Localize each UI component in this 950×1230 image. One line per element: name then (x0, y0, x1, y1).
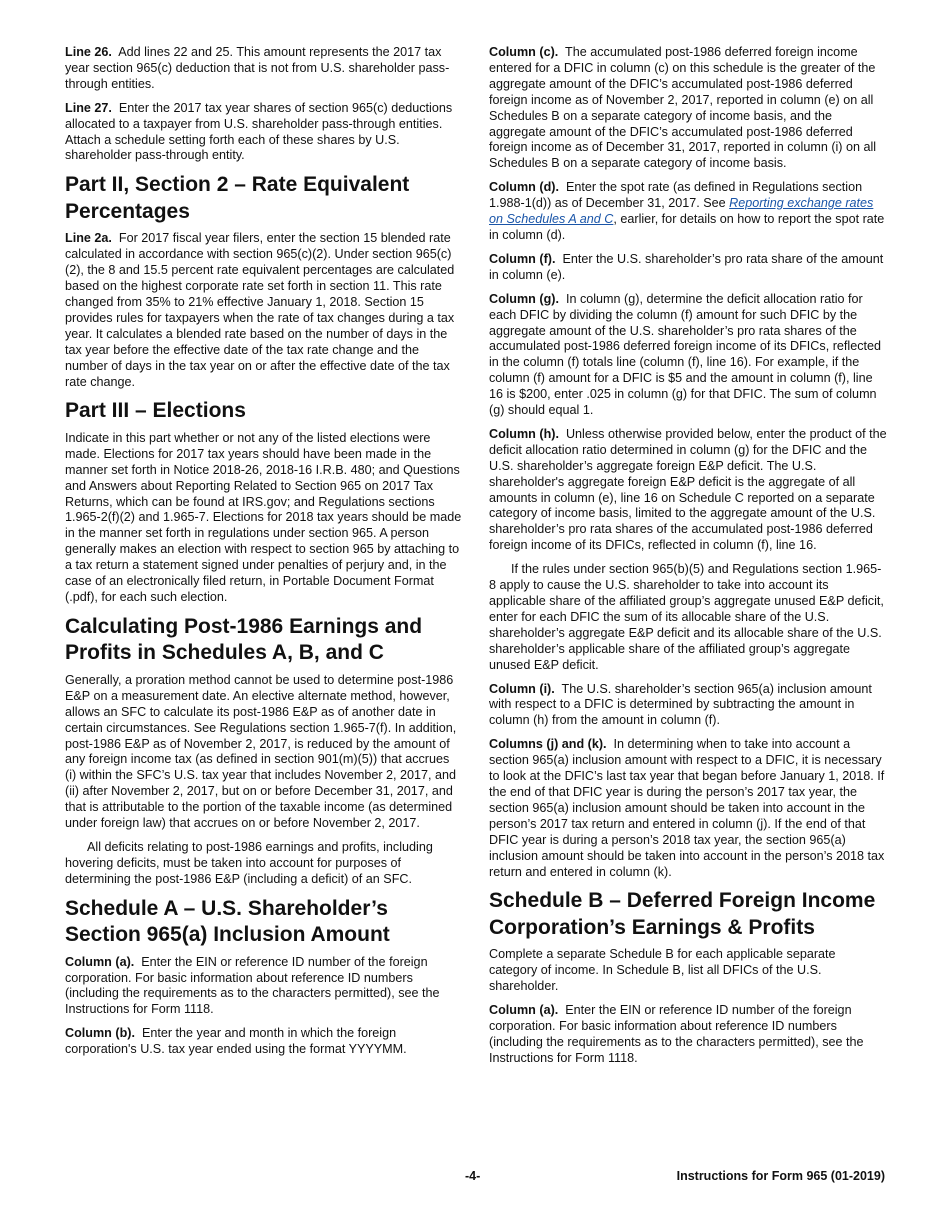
columns-j-k-paragraph (489, 737, 887, 880)
column-d-lead: Column (d). (489, 180, 559, 195)
column-a-lead: Column (a). (65, 954, 135, 969)
column-c-text: The accumulated post-1986 deferred foreign income entered for a DFIC in column (c) on this schedule is the greater of the aggregate amount of the DFIC’s accumulated post-1986 deferred foreign income as of November 2, 2017, reported in column (e) on all Schedules B on a separate category of income basis, and the aggregate amount of the DFIC’s accumulated post-1986 deferred foreign income as of December 31, 2017, reported in column (i) on all Schedules B on a separate category of income basis. (489, 45, 877, 171)
left-column (65, 45, 463, 1066)
schedule-a-column-b-paragraph (65, 1026, 463, 1058)
columns-j-k-lead: Columns (j) and (k). (489, 737, 607, 752)
part-3-paragraph: Indicate in this part whether or not any of the listed elections were made. Elections for 2017 tax years should have been made in the manner set forth in Notice 2018-26, 2018-16 I.R.B. 480; and Questions and Answers about Reporting Related to Section 965 on 2017 Tax Returns, which can be found at IRS.gov; and Regulations sections 1.965-2(f)(2) and 1.965-7. Elections for 2018 tax years should be made in the manner set forth in regulations under section 965. A person generally makes an election with respect to section 965 by attaching to a tax return a statement signed under penalties of perjury and, in the case of an electronically filed return, in Portable Document Format (.pdf), for each such election. (65, 430, 462, 604)
part-3-heading: Part III – Elections (65, 399, 246, 423)
column-b-lead: Column (b). (65, 1026, 135, 1041)
column-a-text: Enter the EIN or reference ID number of the foreign corporation. For basic information about reference ID numbers (including the requirements as to the characters permitted), see the Instructions for Form 1118. (65, 954, 440, 1017)
column-d-text: Enter the spot rate (as defined in Regulations section 1.988-1(d)) as of December 31, 2017. See (489, 180, 863, 211)
column-f-text: Enter the U.S. shareholder’s pro rata share of the amount in column (e). (489, 251, 884, 282)
schedule-b-heading: Schedule B – Deferred Foreign Income Corporation’s Earnings & Profits (489, 889, 876, 939)
line-26-paragraph (65, 45, 463, 93)
column-f-paragraph (489, 252, 887, 284)
column-c-paragraph (489, 45, 887, 172)
column-h-lead: Column (h). (489, 426, 559, 441)
column-c-lead: Column (c). (489, 45, 559, 59)
column-i-paragraph (489, 682, 887, 730)
column-d-paragraph (489, 180, 887, 244)
column-h-paragraph (489, 427, 887, 554)
column-h-paragraph-2: If the rules under section 965(b)(5) and Regulations section 1.965-8 apply to cause the U.S. shareholder to take into account its applicable share of the affiliated group’s aggregate unused E&P deficit, enter for each DFIC the sum of its allocable share of the U.S. shareholder’s aggregate E&P deficit and its allocable share of the U.S. shareholder’s applicable share of the affiliated group’s aggregate unused E&P deficit. (489, 562, 884, 672)
line-2a-paragraph (65, 231, 463, 390)
column-g-lead: Column (g). (489, 291, 559, 306)
calculating-earnings-heading: Calculating Post-1986 Earnings and Profits in Schedules A, B, and C (65, 614, 423, 665)
columns-j-k-text: In determining when to take into account a section 965(a) inclusion amount with respect to a DFIC, it is necessary to look at the DFIC’s last tax year that began before January 1, 2018. If the end of that DFIC year is during the person’s 2017 tax year, the section 965(a) inclusion amount should be taken into account in the person’s 2017 tax return and entered in column (j). If the end of that DFIC year is during a person’s 2018 tax year, the section 965(a) inclusion amount should be taken into account in the person’s 2018 tax return and entered in column (k). (489, 737, 885, 879)
column-i-lead: Column (i). (489, 681, 555, 696)
reporting-exchange-rates-link[interactable]: Reporting exchange rates on Schedules A and C (489, 196, 874, 227)
calculating-paragraph-2: All deficits relating to post-1986 earnings and profits, including hovering deficits, must be taken into account for purposes of determining the post-1986 E&P (including a deficit) of an SFC. (65, 839, 433, 886)
column-g-text: In column (g), determine the deficit allocation ratio for each DFIC by dividing the column (f) amount for such DFIC by the aggregate amount of the U.S. shareholder’s pro rata shares of the accumulated post-1986 deferred foreign income of its DFICs, reflected in the column (f) totals line (column (f), line 16). For example, if the column (f) amount for a DFIC is $5 and the amount in column (f), line 16 is $200, enter .025 in column (g) for that DFIC. The sum of column (g) should equal 1. (489, 291, 881, 418)
line-2a-text: For 2017 fiscal year filers, enter the section 15 blended rate calculated in accordance with section 965(c)(2). Under section 965(c)(2), the 8 and 15.5 percent rate equivalent percentages are calculated based on the highest corporate rate set forth in section 11. This rate changed from 35% to 21% effective January 1, 2018. Section 15 provides rules for taxpayers when the rate of tax changes during a tax year. It calculates a blended rate based on the number of days in the tax year before the effective date of the tax rate change and the number of days in the tax year on or after the effective date of the tax rate change. (65, 231, 455, 389)
schedule-b-column-a-text: Enter the EIN or reference ID number of the foreign corporation. For basic information about reference ID numbers (including the requirements as to the characters permitted), see the Instructions for Form 1118. (489, 1003, 864, 1065)
column-h-text: Unless otherwise provided below, enter the product of the deficit allocation ratio determined in column (g) for the DFIC and the U.S. shareholder’s aggregate foreign E&P deficit. The U.S. shareholder's aggregate foreign E&P deficit is the aggregate of all amounts in column (e), line 16 on Schedule C reported on a separate category of income basis, limited to the aggregate amount of the U.S. shareholder’s pro rata shares of the accumulated post-1986 deferred foreign income of its DFICs, reflected in column (f), line 16. (489, 426, 887, 553)
column-d-text-after: , earlier, for details on how to report the spot rate in column (d). (489, 212, 885, 242)
column-b-text: Enter the year and month in which the foreign corporation's U.S. tax year ended using the format YYYYMM. (65, 1026, 407, 1057)
line-27-lead: Line 27. (65, 100, 112, 115)
schedule-b-column-a-lead: Column (a). (489, 1003, 559, 1018)
part-2-section-2-heading: Part II, Section 2 – Rate Equivalent Percentages (65, 173, 410, 223)
schedule-a-column-a-paragraph (65, 955, 463, 1019)
schedule-b-intro-paragraph: Complete a separate Schedule B for each applicable separate category of income. In Schedule B, list all DFICs of the U.S. shareholder. (489, 947, 836, 994)
column-g-paragraph (489, 292, 887, 419)
line-2a-lead: Line 2a. (65, 231, 112, 246)
right-column (489, 45, 887, 1075)
column-i-text: The U.S. shareholder’s section 965(a) inclusion amount with respect to a DFIC is determined by subtracting the amount in column (h) from the amount in column (f). (489, 681, 872, 728)
page-number: -4- (465, 1169, 481, 1183)
page-footer (65, 1169, 885, 1187)
line-27-paragraph (65, 101, 463, 165)
line-26-lead: Line 26. (65, 45, 112, 59)
schedule-b-column-a-paragraph (489, 1003, 887, 1067)
schedule-a-heading: Schedule A – U.S. Shareholder’s Section 965(a) Inclusion Amount (65, 896, 390, 947)
column-f-lead: Column (f). (489, 251, 556, 266)
line-26-text: Add lines 22 and 25. This amount represents the 2017 tax year section 965(c) deduction that is not from U.S. shareholder pass-through entities. (65, 45, 450, 91)
line-27-text: Enter the 2017 tax year shares of section 965(c) deductions allocated to a taxpayer from U.S. shareholder pass-through entities. Attach a schedule setting forth each of these shares by U.S. shareholder pass-through entity. (65, 100, 453, 163)
form-title: Instructions for Form 965 (01-2019) (676, 1169, 885, 1183)
calculating-paragraph-1: Generally, a proration method cannot be used to determine post-1986 E&P on a measurement date. An elective alternate method, however, allows an SFC to calculate its post-1986 E&P as of another date in certain circumstances. See Regulations section 1.965-7(f). In addition, post-1986 E&P as of November 2, 2017, is reduced by the amount of any foreign income tax (as defined in section 901(m)(5)) that accrues (i) within the SFC’s U.S. tax year that includes November 2, 2017, and (ii) after November 2, 2017, but on or before December 31, 2017, and that is attributable to the portion of the taxable income (as determined under foreign law) that accrues on or before November 2, 2017. (65, 672, 457, 831)
